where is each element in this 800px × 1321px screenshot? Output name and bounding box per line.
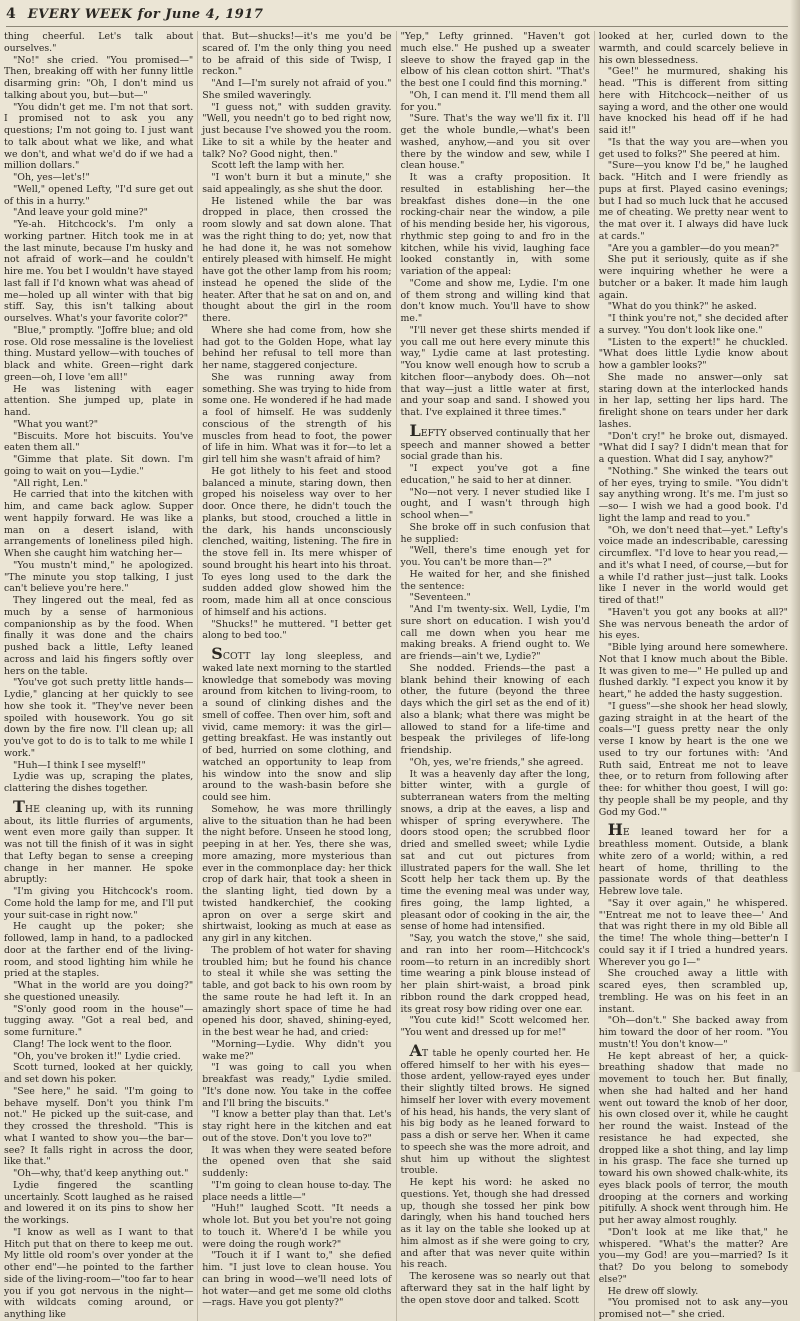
- paragraph: He waited for her, and she finished the sentence:: [400, 568, 590, 592]
- paragraph: "What do you think?" he asked.: [607, 301, 757, 313]
- paragraph: "Oh—why, that'd keep anything out.": [13, 1168, 189, 1179]
- paragraph: "I know a better play than that. Let's stay right here in the kitchen and eat out of the stove. Don't you love to?": [202, 1109, 392, 1144]
- paragraph: She nodded. Friends—the past a blank behind their knowing of each other, the future (beyond the three days which the girl set as the end of it) also a blank; what there was might be allowed to stand for a life-time and bespeak the privileges of life-long friendship.: [400, 662, 590, 756]
- paragraph: "See here," he said. "I'm going to behave myself. Don't you think I'm not." He picked up the suit-case, and they crossed the threshold. "This is what I wanted to show you—the bar—see? It falls right in across the door, like that.": [4, 1085, 194, 1168]
- paragraph: "Ye-ah. Hitchcock's. I'm only a working partner. Hitch took me in at the last minute, because I'm husky and not afraid of work—and he couldn't hire me. You bet I wouldn't have stayed last fall if I'd known what was ahead of me—holed up all winter with that big stiff. Say, this isn't talking about ourselves. What's your favorite color?": [4, 219, 194, 324]
- paragraph: "Oh, I can mend it. I'll mend them all for you.": [400, 89, 590, 113]
- paragraph: "Don't cry!" he broke out, dismayed. "What did I say? I didn't mean that for a question. What did I say, anyhow?": [598, 430, 788, 465]
- paragraph: "I won't burn it but a minute," she said appealingly, as she shut the door.: [202, 172, 392, 195]
- paragraph: looked at her, curled down to the warmth, and could scarcely believe in his own blessedness.: [598, 31, 788, 66]
- paragraph: She was running away from something. She was trying to hide from some one. He wondered if he had made a fool of himself. He was suddenly conscious of the strength of his muscles from head to foot, the power of life in him. What was it for—to let a girl tell him she wasn't afraid of him?: [202, 371, 392, 465]
- paragraph: "Yep," Lefty grinned. "Haven't got much else." He pushed up a sweater sleeve to show the frayed gap in the elbow of his clean cotton shirt. "That's the best one I could find this morning.": [400, 31, 590, 89]
- paragraph: "Haven't you got any books at all?" She was nervous beneath the ardor of his eyes.: [598, 606, 788, 642]
- paragraph: The problem of hot water for shaving troubled him; but he found his chance to steal it while she was setting the table, and got back to his own room by the same route he had left it. In an amazingly short space of time he had opened his door, shaved, shining-eyed, in the best wear he had, and cried:: [202, 944, 392, 1038]
- paragraph: "Oh—don't." She backed away from him toward the door of her room. "You mustn't! You don't know—": [598, 1015, 788, 1050]
- paragraph: "Nothing." She winked the tears out of her eyes, trying to smile. "You didn't say anything wrong. It's me. I'm just so—so— I wish we had a good book. I'd light the lamp and read to you.": [598, 465, 788, 524]
- paragraph: "S'only good room in the house"—tugging away. "Got a real bed, and some furniture.": [4, 1003, 194, 1038]
- page-edge-shadow: [790, 0, 800, 1072]
- paragraph: "You cute kid!" Scott welcomed her. "You went and dressed up for me!": [400, 1015, 590, 1038]
- running-title: EVERY WEEK for June 4, 1917: [27, 7, 264, 22]
- paragraph: "No—not very. I never studied like I ought, and I wasn't through high school when—": [400, 486, 590, 521]
- paragraph: "I'm going to clean house to-day. The place needs a little—": [202, 1179, 392, 1203]
- paragraph: He was listening with eager attention. She jumped up, plate in hand.: [4, 383, 194, 418]
- paragraph: "I guess"—she shook her head slowly, gazing straight in at the heart of the coals—"I guess pretty near the only verse I know by heart is the one we used to try our fortunes with: 'And Ruth said, Entreat me not to leave thee, or to return from following after thee: for whither thou goest, I will go: thy people shall be my people, and thy God my God.'": [598, 700, 788, 818]
- paragraph: She put it seriously, quite as if she were inquiring whether he were a butcher or a baker. It made him laugh again.: [598, 254, 788, 301]
- paragraph: They lingered out the meal, fed as much by a sense of harmonious companionship as by the food. When finally it was done and the chairs pushed back a little, Lefty leaned across and laid his fingers softly over hers on the table.: [4, 595, 194, 677]
- paragraph: "Oh, we don't need that—yet." Lefty's voice made an indescribable, caressing circumflex. "I'd love to hear you read,—and it's what I need, of course,—but for a while I'd rather just—just talk. Looks like I never in the world would get tired of that!": [598, 524, 788, 606]
- paragraph: "Biscuits. More hot biscuits. You've eaten them all.": [4, 430, 194, 454]
- paragraph: "You didn't get me. I'm not that sort. I promised not to ask you any questions; I'm not going to. I just want to talk about what we like, and what we don't, and what we'd do if we had a million dollars.": [4, 101, 194, 172]
- column-1: [4, 31, 193, 1321]
- paragraph: "Say it over again," he whispered. "'Entreat me not to leave thee—' And that was right there in my old Bible all the time! The whole thing—better'n I could say it if I tried a hundred years. Wherever you go I—": [598, 897, 788, 968]
- paragraph: "I know as well as I want to that Hitch put that on there to keep me out. My little old room's over yonder at the other end"—he pointed to the farther side of the living-room—"too far to hear you if you got nervous in the night—with wildcats coming around, or anything like: [4, 1226, 194, 1320]
- paragraph: He kept his word: he asked no questions. Yet, though she had dressed up, though she tossed her pink bow daringly, when his hand touched hers as it lay on the table she looked up at him almost as if she were going to cry, and after that was never quite within his reach.: [400, 1177, 590, 1271]
- paragraph: "Don't look at me like that," he whispered. "What's the matter? Are you—my God! are you—married? Is it that? Do you belong to somebody else?": [598, 1226, 788, 1285]
- paragraph: Scott left the lamp with her.: [211, 160, 345, 172]
- paragraph: "Well, there's time enough yet for you. You can't be more than—?": [400, 545, 590, 568]
- paragraph: "I was going to call you when breakfast was ready," Lydie smiled. "It's done now. You take in the coffee and I'll bring the biscuits.": [202, 1062, 392, 1109]
- paragraph: "What in the world are you doing?" she questioned uneasily.: [4, 980, 194, 1003]
- paragraph: "Sure. That's the way we'll fix it. I'll get the whole bundle,—what's been washed, anyhow,—and you sit over there by the window and sew, while I clean house.": [400, 113, 590, 172]
- paragraph: "Touch it if I want to," she defied him. "I just love to clean house. You can bring in wood—we'll need lots of hot water—and get me some old cloths—rags. Have you got plenty?": [202, 1250, 392, 1309]
- paragraph: "I'll never get these shirts mended if you call me out here every minute this way," Lydie came at last protesting. "You know well enough how to scrub a kitchen floor—anybody does. Oh—not that way—just a little water at first, and your soap and sand. I showed you that. I've explained it three times.": [400, 324, 590, 418]
- paragraph: HE leaned toward her for a breathless moment. Outside, a blank white zero of a world; within, a red heart of home, thrilling to the passionate words of that deathless Hebrew love tale.: [598, 820, 788, 897]
- page-number: 4: [6, 6, 16, 22]
- paragraph: "Listen to the expert!" he chuckled. "What does little Lydie know about how a gambler looks?": [598, 336, 788, 371]
- paragraph: "Are you a gambler—do you mean?": [607, 242, 780, 254]
- paragraph: "Shucks!" he muttered. "I better get along to bed too.": [202, 618, 392, 642]
- paragraph: LEFTY observed continually that her speech and manner showed a better social grade than his.: [400, 420, 590, 463]
- paragraph: "All right, Len.": [13, 477, 88, 489]
- paragraph: "And leave your gold mine?": [13, 207, 148, 219]
- paragraph: "You mustn't mind," he apologized. "The minute you stop talking, I just can't believe you're here.": [4, 559, 194, 595]
- paragraph: Where she had come from, how she had got to the Golden Hope, what lay behind her refusal to tell more than her name, staggered conjecture.: [202, 324, 392, 371]
- paragraph: "Huh!" laughed Scott. "It needs a whole lot. But you bet you're not going to touch it. Where'd I be while you were doing the rough work?": [202, 1203, 392, 1250]
- paragraph: "You promised not to ask any—you promised not—" she cried.: [598, 1297, 788, 1320]
- paragraph: "And I'm twenty-six. Well, Lydie, I'm sure short on education. I wish you'd call me down when you hear me making breaks. A friend ought to. We are friends—ain't we, Lydie?": [400, 604, 590, 662]
- paragraph: "I expect you've got a fine education," he said to her at dinner.: [400, 463, 590, 486]
- paragraph: THE cleaning up, with its running about, its little flurries of arguments, went even more gaily than supper. It was not till the finish of it was in sight that Lefty began to sense a creeping change in her manner. He spoke abruptly:: [4, 796, 194, 886]
- column-3: [401, 31, 590, 1321]
- paragraph: "I think you're not," she decided after a survey. "You don't look like one.": [598, 313, 788, 336]
- paragraph: Clang! The lock went to the floor.: [13, 1038, 172, 1050]
- paragraph: "Oh, yes—let's!": [13, 172, 90, 183]
- paragraph: She made no answer—only sat staring down at the interlocked hands in her lap, setting her lips hard. The firelight shone on tears under her dark lashes.: [598, 371, 788, 430]
- paragraph: "Sure—you know I'd be," he laughed back. "Hitch and I were friendly as pups at first. Played casino evenings; but I had so much luck that he accused me of cheating. We pretty near went to the mat over it. I always did have luck at cards.": [598, 160, 788, 242]
- paragraph: "You've got such pretty little hands—Lydie," glancing at her quickly to see how she took it. "They've never been spoiled with housework. You go sit down by the fire now. I'll clean up; all you've got to do is to talk to me while I work.": [4, 677, 194, 759]
- paragraph: The kerosene was so nearly out that afterward they sat in the half light by the open stove door and talked. Scott: [400, 1271, 590, 1306]
- paragraph: "Seventeen.": [409, 592, 471, 604]
- paragraph: "Gimme that plate. Sit down. I'm going to wait on you—Lydie.": [4, 454, 194, 477]
- paragraph: "Morning—Lydie. Why didn't you wake me?": [202, 1038, 392, 1062]
- paragraph: He listened while the bar was dropped in place, then crossed the room slowly and sat down alone. That was the right thing to do; yet, now that he had done it, he was not somehow entirely pleased with himself. He might have got the other lamp from his room; instead he opened the slide of the heater. After that he sat on and on, and thought about the girl in the room there.: [202, 195, 392, 324]
- paragraph: It was when they were seated before the opened oven that she said suddenly:: [202, 1144, 392, 1179]
- paragraph: He caught up the poker; she followed, lamp in hand, to a padlocked door at the farther end of the living-room, and stood lighting him while he pried at the staples.: [4, 921, 194, 980]
- paragraph: "Is that the way you are—when you get used to folks?" She peered at him.: [598, 136, 788, 160]
- paragraph: "Oh, you've broken it!" Lydie cried.: [13, 1050, 181, 1062]
- paragraph: Lydie fingered the scantling uncertainly. Scott laughed as he raised and lowered it on its pins to show her the workings.: [4, 1179, 194, 1226]
- paragraph: AT table he openly courted her. He offered himself to her with his eyes—those ardent, yellow-rayed eyes under their slightly tilted brows. He signed himself her lover with every movement of his head, his hands, the very slant of his big body as he leaned forward to pass a dish or serve her. When it came to speech she was the more adroit, and shut him up without the slightest trouble.: [400, 1040, 590, 1177]
- paragraph: It was a crafty proposition. It resulted in establishing her—the breakfast dishes done—in the one rocking-chair near the window, a pile of his mending beside her, his vigorous, rhythmic step going to and fro in the kitchen, while his vivid, laughing face looked constantly in, with some variation of the appeal:: [400, 172, 590, 277]
- paragraph: "Oh, yes, we're friends," she agreed.: [409, 756, 584, 768]
- paragraph: "No!" she cried. "You promised—" Then, breaking off with her funny little disarming grin: "Oh, I don't mind us talking about you, but—but—": [4, 54, 194, 101]
- paragraph: He kept abreast of her, a quick-breathing shadow that made no movement to touch her. But finally, when she had halted and her hand went out toward the knob of her door, his own closed over it, while he caught her round the waist. Instead of the resistance he had expected, she dropped like a shot thing, and lay limp in his grasp. The face she turned up toward his own showed chalk-white, its eyes black pools of terror, the mouth drooping at the corners and working pitifully. A shock went through him. He put her away almost roughly.: [598, 1050, 788, 1226]
- paragraph: "Well," opened Lefty, "I'd sure get out of this in a hurry.": [4, 183, 194, 207]
- column-2: [202, 31, 391, 1321]
- paragraph: Lydie was up, scraping the plates, clattering the dishes together.: [4, 771, 194, 794]
- paragraph: "I'm giving you Hitchcock's room. Come hold the lamp for me, and I'll put your suit-case in right now.": [4, 886, 194, 921]
- paragraph: He carried that into the kitchen with him, and came back aglow. Supper went happily forward. He was like a man on a desert island, with arrangements of loneliness piled high. When she caught him watching her—: [4, 489, 194, 559]
- paragraph: It was a heavenly day after the long, bitter winter, with a gurgle of subterranean waters from the melting snows, a drip at the eaves, a lisp and whisper of spring everywhere. The doors stood open; the scrubbed floor dried and smelled sweet; while Lydie sat and cut out pictures from illustrated papers for the wall. She let Scott help her tack them up. By the time the evening meal was under way, fires going, the lamp lighted, a pleasant odor of cooking in the air, the sense of home had intensified.: [400, 768, 590, 933]
- paragraph: Somehow, he was more thrillingly alive to the situation than he had been the night before. Unseen he stood long, peeping in at her. Yes, there she was, more amazing, more mysterious than ever in the commonplace day: her thick crop of dark hair, that took a sheen in the slanting light, tied down by a twisted handkerchief, the cooking apron on over a serge skirt and shirtwaist, looking as much at ease as any girl in any kitchen.: [202, 803, 392, 944]
- paragraph: "Say, you watch the stove," she said, and ran into her room—Hitchcock's room—to return in an incredibly short time wearing a pink blouse instead of her plain shirt-waist, a broad pink ribbon round the dark cropped head, its great rosy bow riding over one ear.: [400, 933, 590, 1015]
- paragraph: "Huh—I think I see myself!": [13, 759, 146, 771]
- page-header: [6, 6, 788, 27]
- paragraph: "Blue," promptly. "Joffre blue; and old rose. Old rose messaline is the loveliest thing. Mustard yellow—with touches of black and white. Green—right dark green—oh, I love 'em all!": [4, 324, 194, 383]
- paragraph: He drew off slowly.: [607, 1285, 699, 1297]
- paragraph: "Bible lying around here somewhere. Not that I know much about the Bible. It was given to me—" He pulled up and flushed darkly. "I expect you know it by heart," he added the hasty suggestion.: [598, 642, 788, 700]
- paragraph: He got lithely to his feet and stood balanced a minute, staring down, then groped his noiseless way over to her door. Once there, he didn't touch the planks, but stood, crouched a little in the dark, his hands unconsciously clenched, waiting, listening. The fire in the stove fell in. Its mere whisper of sound brought his heart into his throat. To eyes long used to the dark the sudden added glow showed him the room, made him all at once conscious of himself and his actions.: [202, 465, 392, 618]
- paragraph: "And I—I'm surely not afraid of you." She smiled waveringly.: [202, 78, 392, 101]
- paragraph: "I guess not," with sudden gravity. "Well, you needn't go to bed right now, just because I've showed you the room. Like to sit a while by the heater and talk? No? Good night, then.": [202, 101, 392, 160]
- paragraph: "What you want?": [13, 418, 99, 430]
- paragraph: that. But—shucks!—it's me you'd be scared of. I'm the only thing you need to be afraid of this side of Twisp, I reckon.": [202, 31, 392, 78]
- paragraph: "Gee!" he murmured, shaking his head. "This is different from sitting here with Hitchcock—neither of us saying a word, and the other one would have knocked his head off if he had said it!": [598, 66, 788, 136]
- paragraph: thing cheerful. Let's talk about ourselves.": [4, 31, 194, 54]
- paragraph: SCOTT lay long sleepless, and waked late next morning to the startled knowledge that somebody was moving around from kitchen to living-room, to a sound of clinking dishes and the smell of coffee. Then over him, soft and vivid, came memory: it was the girl—getting breakfast. He was instantly out of bed, hurried on some clothing, and watched an opportunity to leap from his window into the snow and slip around to the wash-basin before she could see him.: [202, 644, 392, 803]
- paragraph: She crouched away a little with scared eyes, then scrambled up, trembling. He was on his feet in an instant.: [598, 968, 788, 1015]
- column-4: [599, 31, 788, 1321]
- paragraph: Scott turned, looked at her quickly, and set down his poker.: [4, 1062, 194, 1085]
- paragraph: She broke off in such confusion that he supplied:: [400, 521, 590, 545]
- text-columns: [4, 31, 788, 1320]
- paragraph: "Come and show me, Lydie. I'm one of them strong and willing kind that don't know much. You'll have to show me.": [400, 277, 590, 324]
